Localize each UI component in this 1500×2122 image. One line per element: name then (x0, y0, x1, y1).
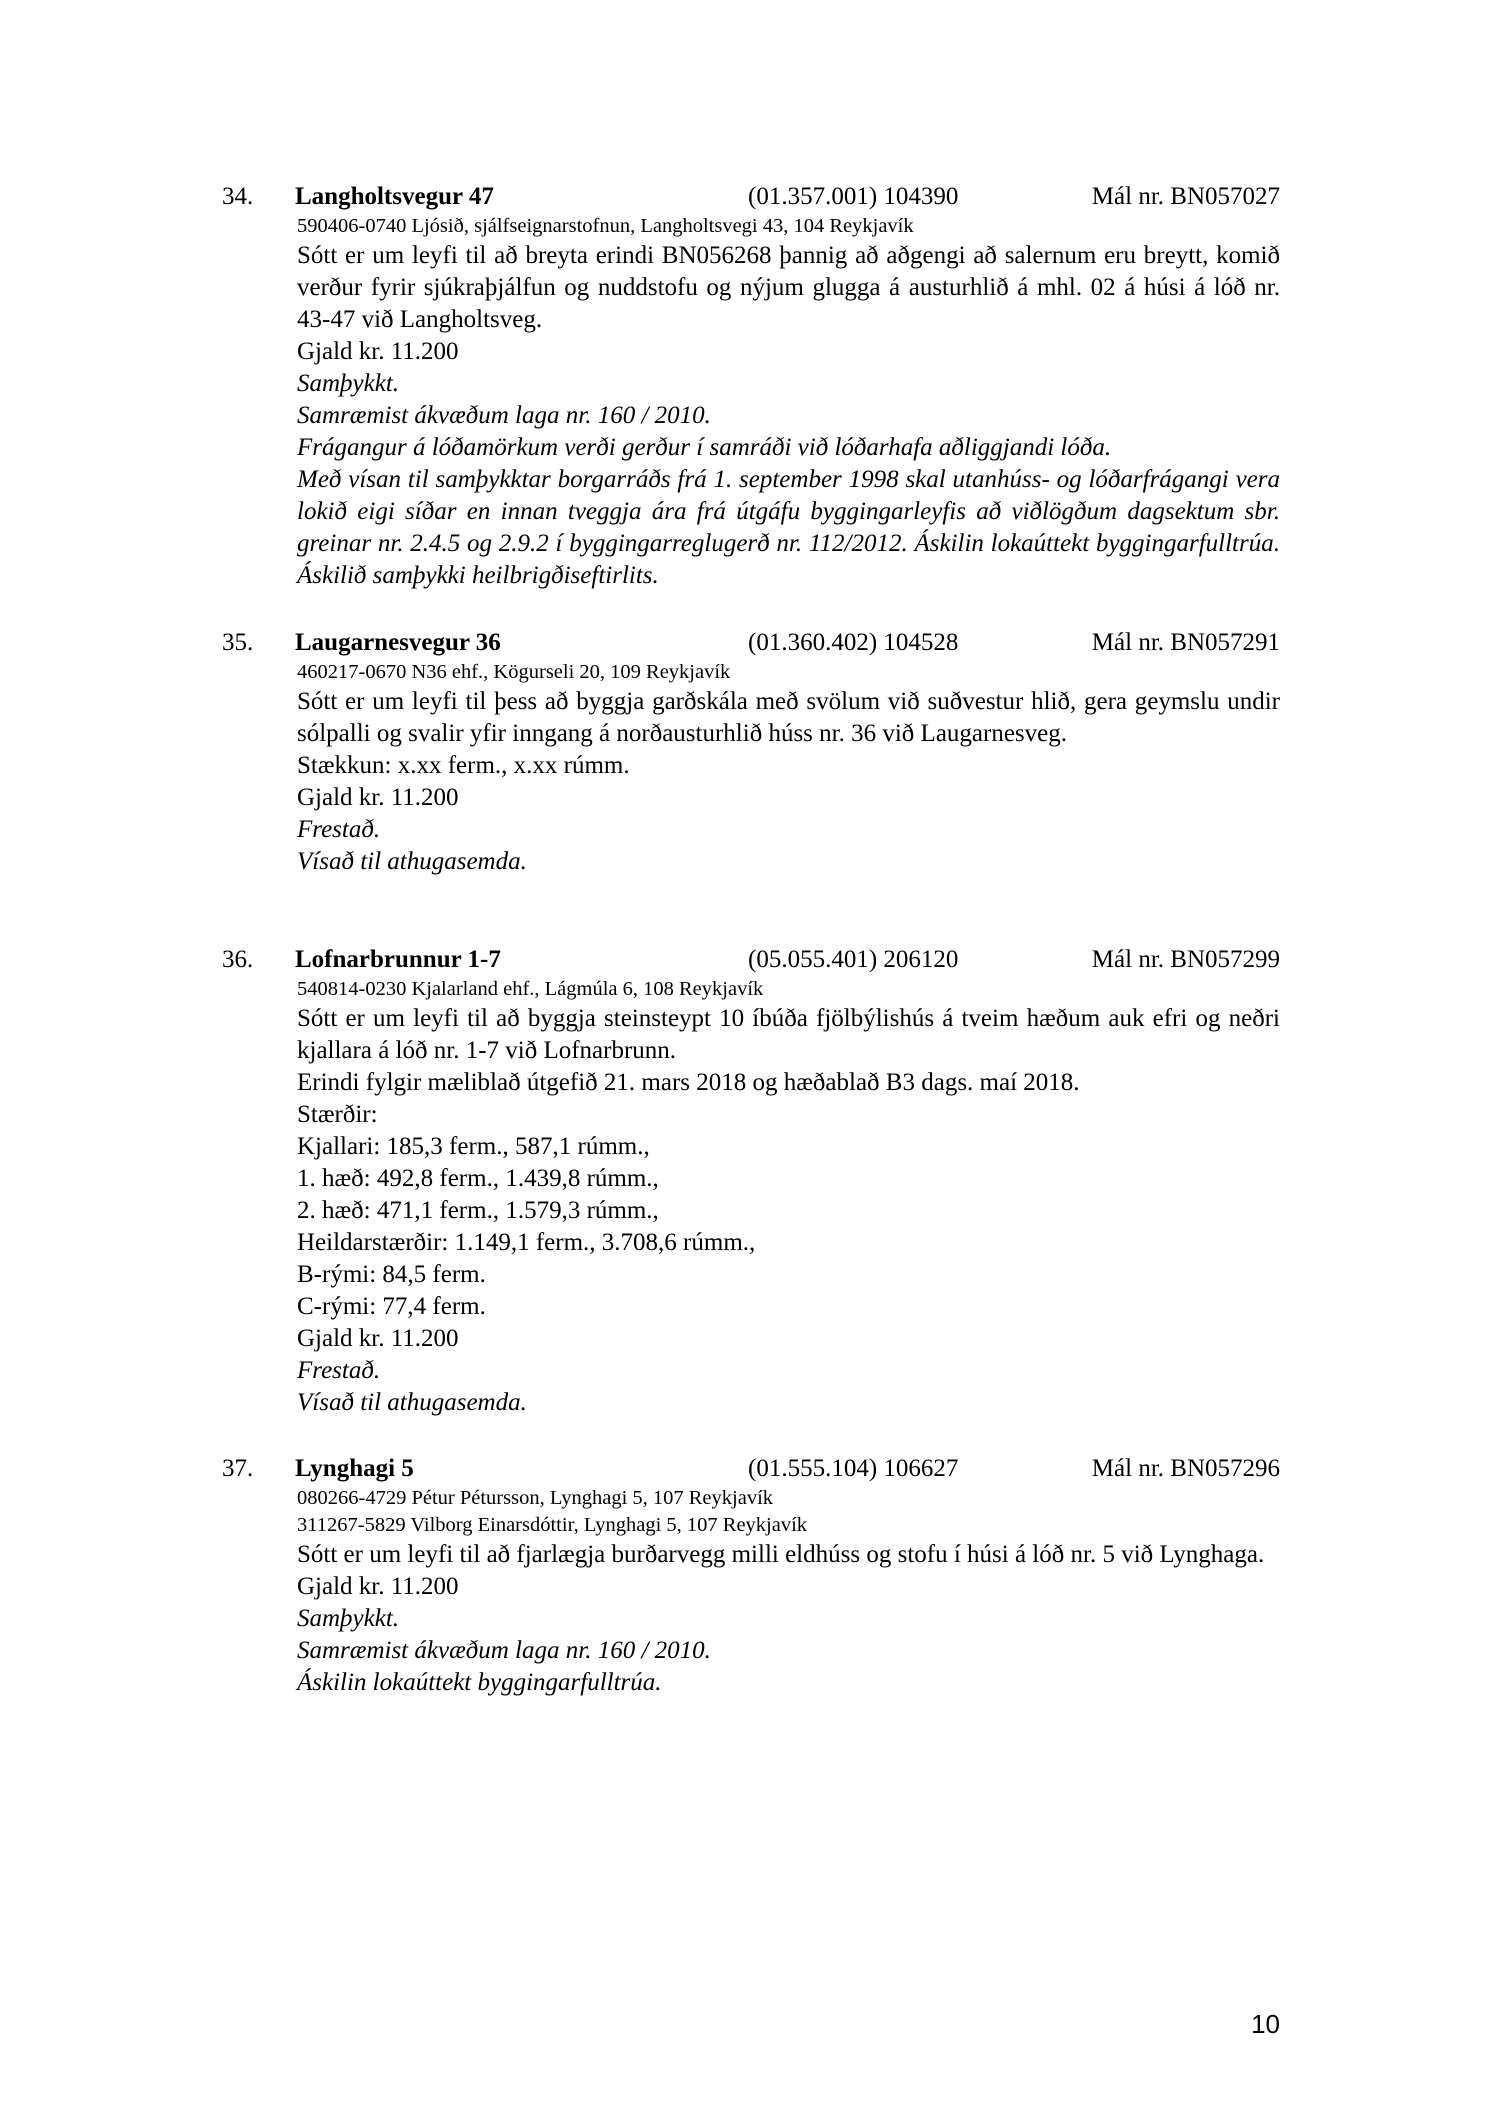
detail-line: 2. hæð: 471,1 ferm., 1.579,3 rúmm., (297, 1197, 659, 1224)
decision-line: Samræmist ákvæðum laga nr. 160 / 2010. (297, 1637, 711, 1664)
detail-line: 1. hæð: 492,8 ferm., 1.439,8 rúmm., (297, 1165, 659, 1192)
case-37 (222, 1453, 1280, 1699)
detail-line: Erindi fylgir mæliblað útgefið 21. mars 2018 og hæðablað B3 dags. maí 2018. (297, 1069, 1080, 1096)
case-description: Sótt er um leyfi til að fjarlægja burðarvegg milli eldhúss og stofu í húsi á lóð nr. 5 við Lynghaga. (297, 1541, 1265, 1568)
fee-line: Gjald kr. 11.200 (297, 1325, 459, 1352)
applicant: 540814-0230 Kjalarland ehf., Lágmúla 6, 108 Reykjavík (297, 978, 764, 1000)
applicant: 311267-5829 Vilborg Einarsdóttir, Lynghagi 5, 107 Reykjavík (297, 1514, 808, 1536)
case-reference: (05.055.401) 206120 (748, 946, 959, 973)
decision-line: Vísað til athugasemda. (297, 1389, 527, 1416)
case-description: Sótt er um leyfi til þess að byggja garðskála með svölum við suðvestur hlið, gera geymslu undir sólpalli og svalir yfir inngang á norðausturhlið húss nr. 36 við Laugarnesveg. (297, 688, 1280, 747)
applicant: 590406-0740 Ljósið, sjálfseignarstofnun, Langholtsvegi 43, 104 Reykjavík (297, 215, 914, 237)
case-reference: (01.360.402) 104528 (748, 629, 959, 656)
size-line: Stækkun: x.xx ferm., x.xx rúmm. (297, 752, 630, 779)
decision-line: Vísað til athugasemda. (297, 848, 527, 875)
case-header (222, 944, 1280, 976)
case-description: Sótt er um leyfi til að byggja steinsteypt 10 íbúða fjölbýlishús á tveim hæðum auk efri og neðri kjallara á lóð nr. 1-7 við Lofnarbrunn. (297, 1005, 1280, 1064)
case-header (222, 627, 1280, 659)
case-header (222, 1453, 1280, 1485)
case-body (297, 659, 1280, 878)
detail-line: Stærðir: (297, 1101, 378, 1128)
case-body (297, 213, 1280, 592)
case-file-number: Mál nr. BN057296 (1091, 1455, 1280, 1482)
case-body (297, 1485, 1280, 1699)
page-number: 10 (1251, 2009, 1280, 2039)
case-body (297, 976, 1280, 1419)
case-address: Laugarnesvegur 36 (295, 629, 501, 656)
decision-line: Frestað. (297, 816, 381, 843)
fee-line: Gjald kr. 11.200 (297, 1573, 459, 1600)
fee-line: Gjald kr. 11.200 (297, 338, 459, 365)
case-description: Sótt er um leyfi til að breyta erindi BN056268 þannig að aðgengi að salernum eru breytt, komið verður fyrir sjúkraþjálfun og nuddstofu og nýjum glugga á austurhlið á mhl. 02 á húsi á lóð nr. 43-47 við Langholtsveg. (297, 242, 1280, 333)
case-34 (222, 181, 1280, 592)
case-header (222, 181, 1280, 213)
detail-line: Heildarstærðir: 1.149,1 ferm., 3.708,6 rúmm., (297, 1229, 756, 1256)
detail-line: C-rými: 77,4 ferm. (297, 1293, 486, 1320)
decision-line: Áskilin lokaúttekt byggingarfulltrúa. (297, 1669, 662, 1696)
decision-line: Frestað. (297, 1357, 381, 1384)
case-number: 34. (222, 183, 254, 210)
case-reference: (01.357.001) 104390 (748, 183, 959, 210)
case-number: 36. (222, 946, 254, 973)
case-address: Lynghagi 5 (295, 1455, 414, 1482)
decision-paragraph: Með vísan til samþykktar borgarráðs frá 1. september 1998 skal utanhúss- og lóðarfrágangi vera lokið eigi síðar en innan tveggja ára frá útgáfu byggingarleyfis að viðlögðum dagsektum sbr. greinar nr. 2.4.5 og 2.9.2 í byggingarreglugerð nr. 112/2012. Áskilin lokaúttekt byggingarfulltrúa. Áskilið samþykki heilbrigðiseftirlits. (297, 466, 1280, 589)
applicant: 460217-0670 N36 ehf., Kögurseli 20, 109 Reykjavík (297, 661, 731, 683)
case-number: 37. (222, 1455, 254, 1482)
case-address: Lofnarbrunnur 1-7 (295, 946, 501, 973)
decision-line: Samræmist ákvæðum laga nr. 160 / 2010. (297, 402, 711, 429)
detail-line: Kjallari: 185,3 ferm., 587,1 rúmm., (297, 1133, 650, 1160)
case-35 (222, 627, 1280, 878)
case-36 (222, 944, 1280, 1419)
fee-line: Gjald kr. 11.200 (297, 784, 459, 811)
case-file-number: Mál nr. BN057291 (1091, 629, 1280, 656)
applicant: 080266-4729 Pétur Pétursson, Lynghagi 5, 107 Reykjavík (297, 1487, 774, 1509)
case-file-number: Mál nr. BN057299 (1091, 946, 1280, 973)
case-number: 35. (222, 629, 254, 656)
case-reference: (01.555.104) 106627 (748, 1455, 959, 1482)
decision-line: Samþykkt. (297, 1605, 400, 1632)
case-address: Langholtsvegur 47 (295, 183, 494, 210)
decision-line: Frágangur á lóðamörkum verði gerður í samráði við lóðarhafa aðliggjandi lóða. (297, 434, 1112, 461)
decision-line: Samþykkt. (297, 370, 400, 397)
case-file-number: Mál nr. BN057027 (1091, 183, 1280, 210)
detail-line: B-rými: 84,5 ferm. (297, 1261, 486, 1288)
